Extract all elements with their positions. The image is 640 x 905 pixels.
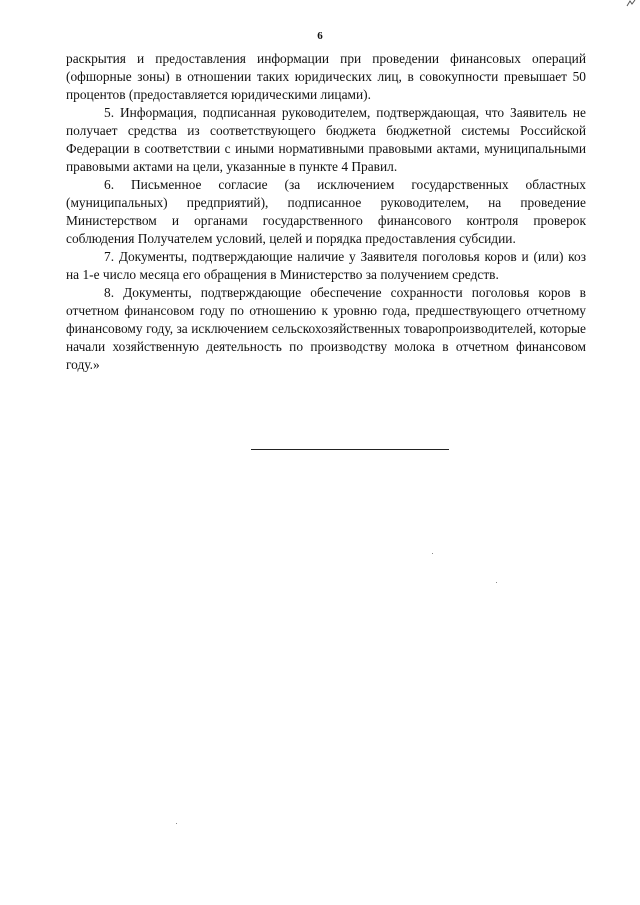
scan-speck xyxy=(432,553,433,554)
scan-speck xyxy=(496,582,497,583)
page-number: 6 xyxy=(317,30,323,42)
closing-separator-line xyxy=(251,449,449,450)
paragraph-continuation: раскрытия и предоставления информации при проведении финансовых операций (офшорные зоны) в отношении таких юридических лиц, в совокупности превышает 50 процентов (предоставляется юридическими лицами). xyxy=(66,51,586,102)
paragraph-item-6: 6. Письменное согласие (за исключением государственных областных (муниципальных) предприятий), подписанное руководителем, на проведение Министерством и органами государственного финансового контроля проверок соблюдения Получателем условий, целей и порядка предоставления субсидии. xyxy=(66,177,586,246)
paragraph-item-5: 5. Информация, подписанная руководителем, подтверждающая, что Заявитель не получает средства из соответствующего бюджета бюджетной системы Российской Федерации в соответствии с иными нормативными правовыми актами, муниципальными правовыми актами на цели, указанные в пункте 4 Правил. xyxy=(66,105,586,174)
paragraph-item-8: 8. Документы, подтверждающие обеспечение сохранности поголовья коров в отчетном финансовом году по отношению к уровню года, предшествующего отчетному финансовому году, за исключением сельскохозяйственных товаропроизводителей, которые начали хозяйственную деятельность по производству молока в отчетном финансовом году.» xyxy=(66,285,586,372)
scan-speck xyxy=(176,823,177,824)
corner-scan-mark xyxy=(626,0,636,7)
document-body xyxy=(66,50,586,374)
paragraph-item-7: 7. Документы, подтверждающие наличие у Заявителя поголовья коров и (или) коз на 1-е число месяца его обращения в Министерство за получением средств. xyxy=(66,249,586,282)
